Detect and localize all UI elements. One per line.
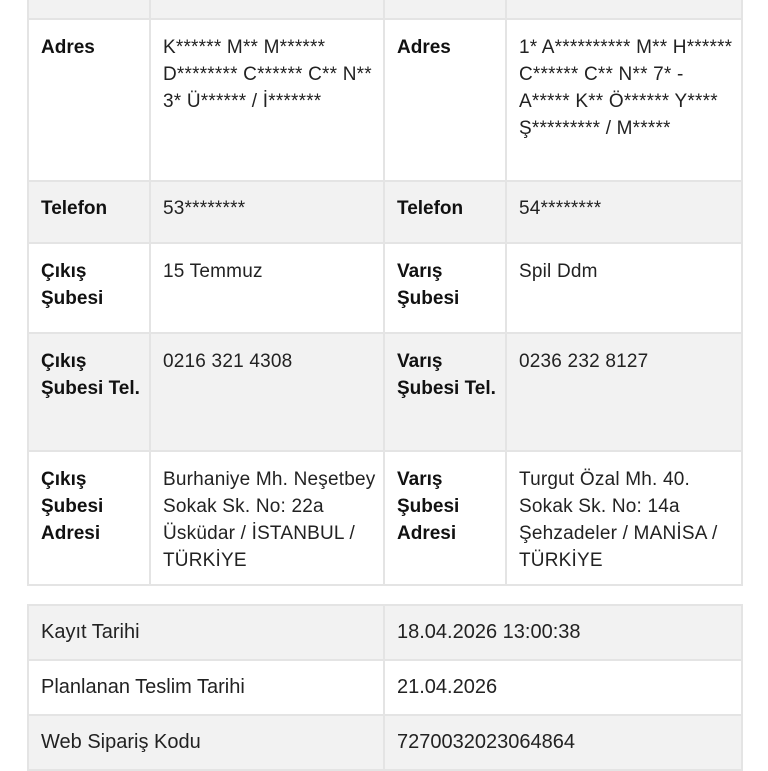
origin-branch-address-label: Çıkış Şubesi Adresi: [41, 469, 104, 544]
web-order-code-value: 7270032023064864: [397, 731, 575, 753]
sender-address-label: Adres: [41, 37, 95, 58]
receiver-phone-value: 54********: [519, 198, 602, 219]
sender-phone-value: 53********: [163, 198, 246, 219]
table-row-web-order-code: [28, 715, 742, 770]
order-info-table: [27, 604, 743, 771]
sender-phone-label: Telefon: [41, 198, 108, 219]
registration-date-value: 18.04.2026 13:00:38: [397, 621, 581, 643]
origin-branch-label: Çıkış Şubesi: [41, 261, 104, 309]
destination-branch-phone-value: 0236 232 8127: [519, 351, 649, 372]
receiver-phone-label: Telefon: [397, 198, 464, 219]
origin-branch-phone-label: Çıkış Şubesi Tel.: [41, 351, 140, 399]
table-row-branch-phone: [28, 333, 742, 451]
origin-branch-value: 15 Temmuz: [163, 261, 263, 282]
destination-branch-address-label: Varış Şubesi Adresi: [397, 469, 460, 544]
table-row-branch: [28, 243, 742, 333]
receiver-address-value: 1* A********** M** H****** C****** C** N** 7* - A***** K** Ö****** Y**** Ş********* / M*****: [519, 37, 733, 139]
table-row-registration-date: [28, 605, 742, 660]
planned-delivery-value: 21.04.2026: [397, 676, 498, 698]
table-row-address: [28, 19, 742, 181]
shipment-details-table: [27, 0, 743, 586]
destination-branch-value: Spil Ddm: [519, 261, 598, 282]
planned-delivery-label: Planlanan Teslim Tarihi: [41, 676, 245, 698]
destination-branch-phone-label: Varış Şubesi Tel.: [397, 351, 496, 399]
table-row-branch-address: [28, 451, 742, 585]
origin-branch-phone-value: 0216 321 4308: [163, 351, 293, 372]
table-row: [28, 0, 742, 19]
destination-branch-address-value: Turgut Özal Mh. 40. Sokak Sk. No: 14a Şehzadeler / MANİSA / TÜRKİYE: [519, 469, 718, 571]
table-row-phone: [28, 181, 742, 243]
receiver-address-label: Adres: [397, 37, 451, 58]
table-row-planned-delivery: [28, 660, 742, 715]
origin-branch-address-value: Burhaniye Mh. Neşetbey Sokak Sk. No: 22a Üsküdar / İSTANBUL / TÜRKİYE: [163, 469, 376, 571]
sender-address-value: K****** M** M****** D******** C****** C** N** 3* Ü****** / İ*******: [163, 37, 372, 112]
web-order-code-label: Web Sipariş Kodu: [41, 731, 201, 753]
registration-date-label: Kayıt Tarihi: [41, 621, 140, 643]
destination-branch-label: Varış Şubesi: [397, 261, 460, 309]
